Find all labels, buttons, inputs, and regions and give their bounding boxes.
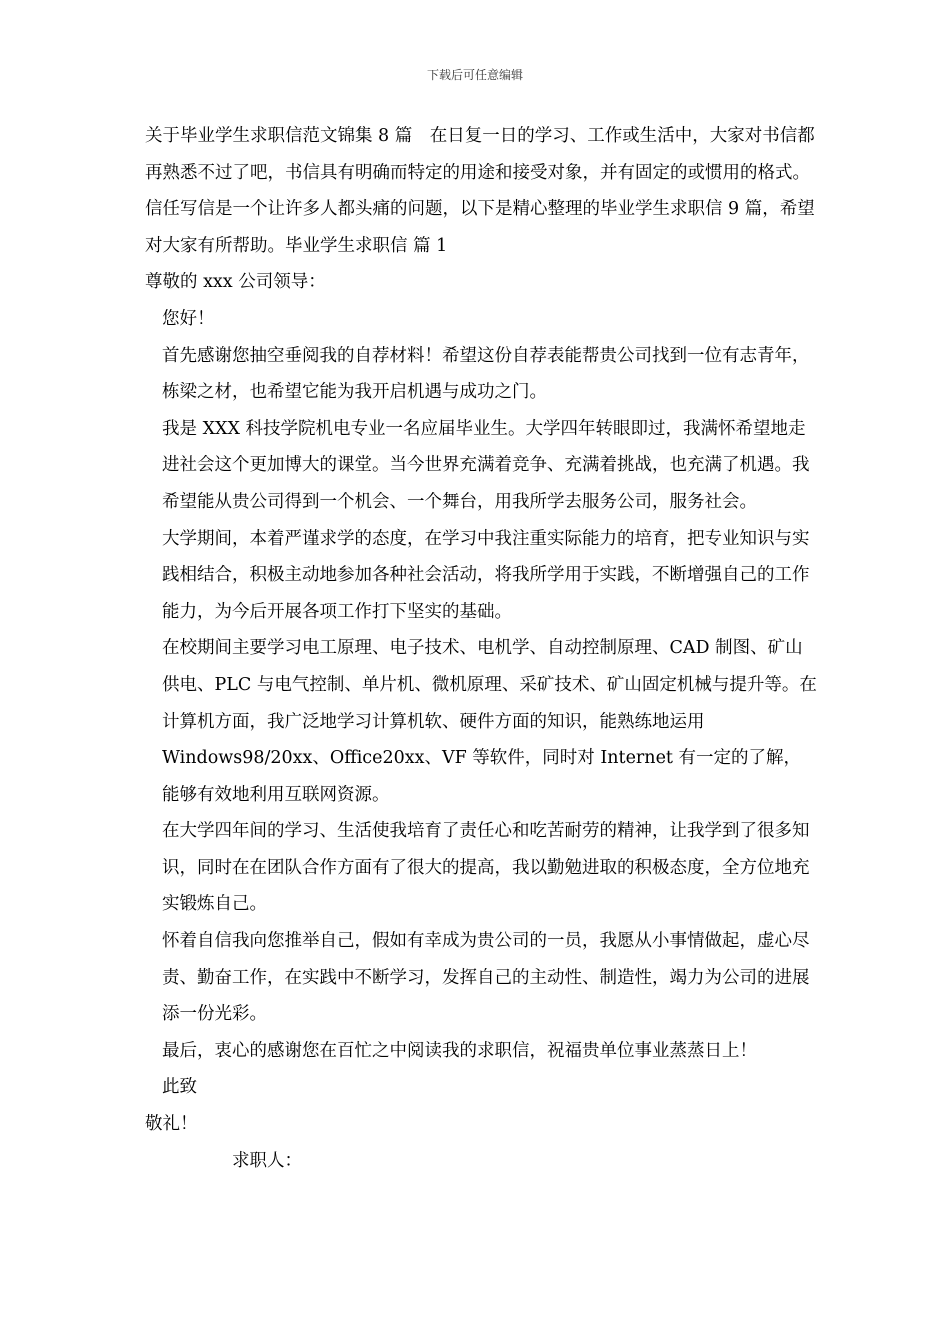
- paragraph-1: 首先感谢您抽空垂阅我的自荐材料！希望这份自荐表能帮贵公司找到一位有志青年，栋梁之材，也希望它能为我开启机遇与成功之门。: [162, 345, 810, 403]
- regards: 敬礼！: [145, 1114, 198, 1135]
- signature: 求职人：: [232, 1150, 302, 1171]
- paragraph-3: 大学期间，本着严谨求学的态度，在学习中我注重实际能力的培育，把专业知识与实践相结合，积极主动地参加各种社会活动，将我所学用于实践，不断增强自己的工作能力，为今后开展各项工作打下坚实的基础。: [162, 528, 810, 622]
- paragraph-7: 最后，衷心的感谢您在百忙之中阅读我的求职信，祝福贵单位事业蒸蒸日上！: [162, 1040, 757, 1061]
- paragraph-6: 怀着自信我向您推举自己，假如有幸成为贵公司的一员，我愿从小事情做起，虚心尽责、勤奋工作，在实践中不断学习，发挥自己的主动性、制造性，竭力为公司的进展添一份光彩。: [162, 931, 810, 1025]
- letter-body: [145, 118, 817, 1179]
- greeting: 您好！: [162, 308, 215, 329]
- paragraph-2: 我是 XXX 科技学院机电专业一名应届毕业生。大学四年转眼即过，我满怀希望地走进社会这个更加博大的课堂。当今世界充满着竞争、充满着挑战，也充满了机遇。我希望能从贵公司得到一个机会、一个舞台，用我所学去服务公司，服务社会。: [162, 418, 810, 512]
- intro-paragraph: 关于毕业学生求职信范文锦集 8 篇 在日复一日的学习、工作或生活中，大家对书信都再熟悉不过了吧，书信具有明确而特定的用途和接受对象，并有固定的或惯用的格式。信任写信是一个让许多人都头痛的问题，以下是精心整理的毕业学生求职信 9 篇，希望对大家有所帮助。毕业学生求职信 篇 1: [145, 126, 815, 256]
- closing: 此致: [162, 1077, 197, 1098]
- page-header: 下载后可任意编辑: [426, 68, 523, 82]
- paragraph-5: 在大学四年间的学习、生活使我培育了责任心和吃苦耐劳的精神，让我学到了很多知识，同时在在团队合作方面有了很大的提高，我以勤勉进取的积极态度，全方位地充实锻炼自己。: [162, 821, 810, 915]
- salutation: 尊敬的 xxx 公司领导：: [145, 272, 326, 293]
- paragraph-4: 在校期间主要学习电工原理、电子技术、电机学、自动控制原理、CAD 制图、矿山供电、PLC 与电气控制、单片机、微机原理、采矿技术、矿山固定机械与提升等。在计算机方面，我广泛地学习计算机软、硬件方面的知识，能熟练地运用 Windows98/20xx、Office20xx、VF 等软件，同时对 Internet 有一定的了解，能够有效地利用互联网资源。: [162, 638, 817, 805]
